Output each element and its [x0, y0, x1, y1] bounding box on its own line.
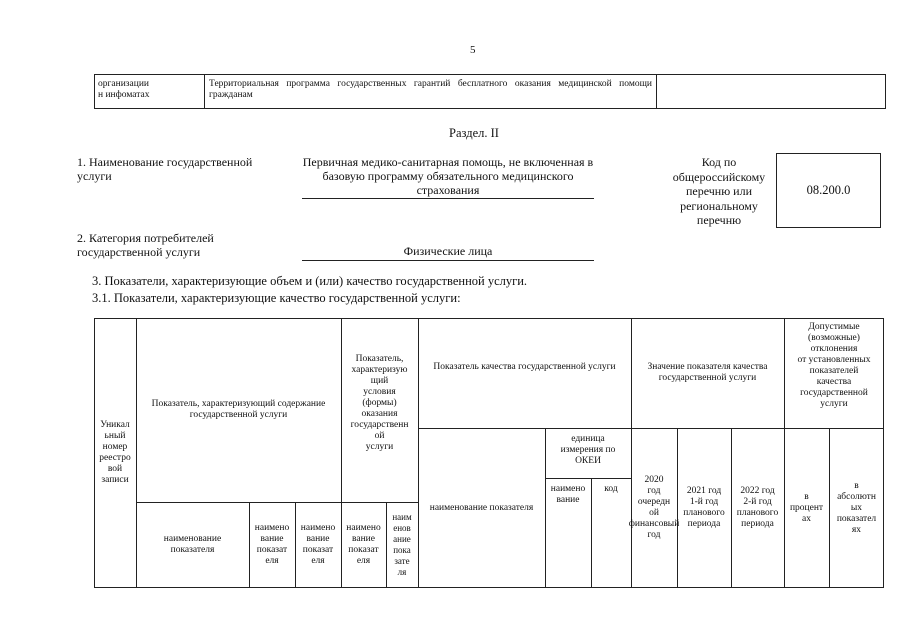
table-header-deviation-absolute: в абсолютн ых показател ях — [836, 480, 877, 535]
section-title: Раздел. II — [449, 126, 499, 140]
code-label: Код по общероссийскому перечню или региональному перечню — [672, 155, 766, 227]
code-value: 08.200.0 — [806, 183, 851, 197]
table-header-year-2022: 2022 год 2-й год планового периода — [736, 486, 779, 529]
top-table — [94, 74, 886, 109]
paragraph-3: 3. Показатели, характеризующие объем и (или) качество государственной услуги. — [92, 274, 528, 288]
table-header-values: Значение показателя качества государственной услуги — [647, 362, 768, 383]
code-box — [776, 153, 881, 228]
table-header-indicator-name: наименование показателя — [163, 534, 222, 555]
table-header-name-short-1: наимено вание показат еля — [254, 523, 290, 566]
table-header-name-short-2: наимено вание показат еля — [300, 523, 336, 566]
top-table-col1: организации н инфоматах — [95, 75, 205, 108]
table-header-quality: Показатель качества государственной услуги — [433, 362, 616, 372]
table-header-name-short-4: наим енов ание пока зате ля — [392, 512, 412, 577]
page-number: 5 — [470, 44, 476, 56]
table-header-deviation: Допустимые (возможные) отклонения от установленных показателей качества государственной услуги — [797, 322, 871, 409]
table-header-quality-name: наименование показателя — [429, 502, 534, 513]
service-name-label: 1. Наименование государственной услуги — [77, 155, 253, 183]
table-header-unique-number: Уникал ьный номер реестро вой записи — [99, 420, 131, 485]
service-name-value: Первичная медико-санитарная помощь, не включенная в базовую программу обязательного медицинского страхования — [302, 155, 594, 197]
top-table-col2: Территориальная программа государственных гарантий бесплатного оказания медицинской помощи гражданам — [205, 75, 657, 108]
table-header-unit: единица измерения по ОКЕИ — [560, 434, 616, 466]
consumers-value: Физические лица — [302, 244, 594, 261]
table-header-unit-name: наимено вание — [550, 484, 586, 505]
table-header-name-short-3: наимено вание показат еля — [346, 523, 381, 566]
quality-indicators-table — [94, 318, 884, 588]
table-header-year-2021: 2021 год 1-й год планового периода — [683, 486, 725, 529]
table-header-unit-code: код — [604, 484, 618, 494]
paragraph-3-1: 3.1. Показатели, характеризующие качество государственной услуги: — [92, 291, 461, 305]
table-header-deviation-percent: в процент ах — [789, 491, 824, 524]
table-header-conditions: Показатель, характеризую щий условия (формы) оказания государственн ой услуги — [350, 354, 409, 452]
consumers-label: 2. Категория потребителей государственной услуги — [77, 231, 214, 259]
table-header-content: Показатель, характеризующий содержание государственной услуги — [151, 399, 326, 420]
table-header-year-2020: 2020 год очередн ой финансовый год — [628, 475, 680, 540]
